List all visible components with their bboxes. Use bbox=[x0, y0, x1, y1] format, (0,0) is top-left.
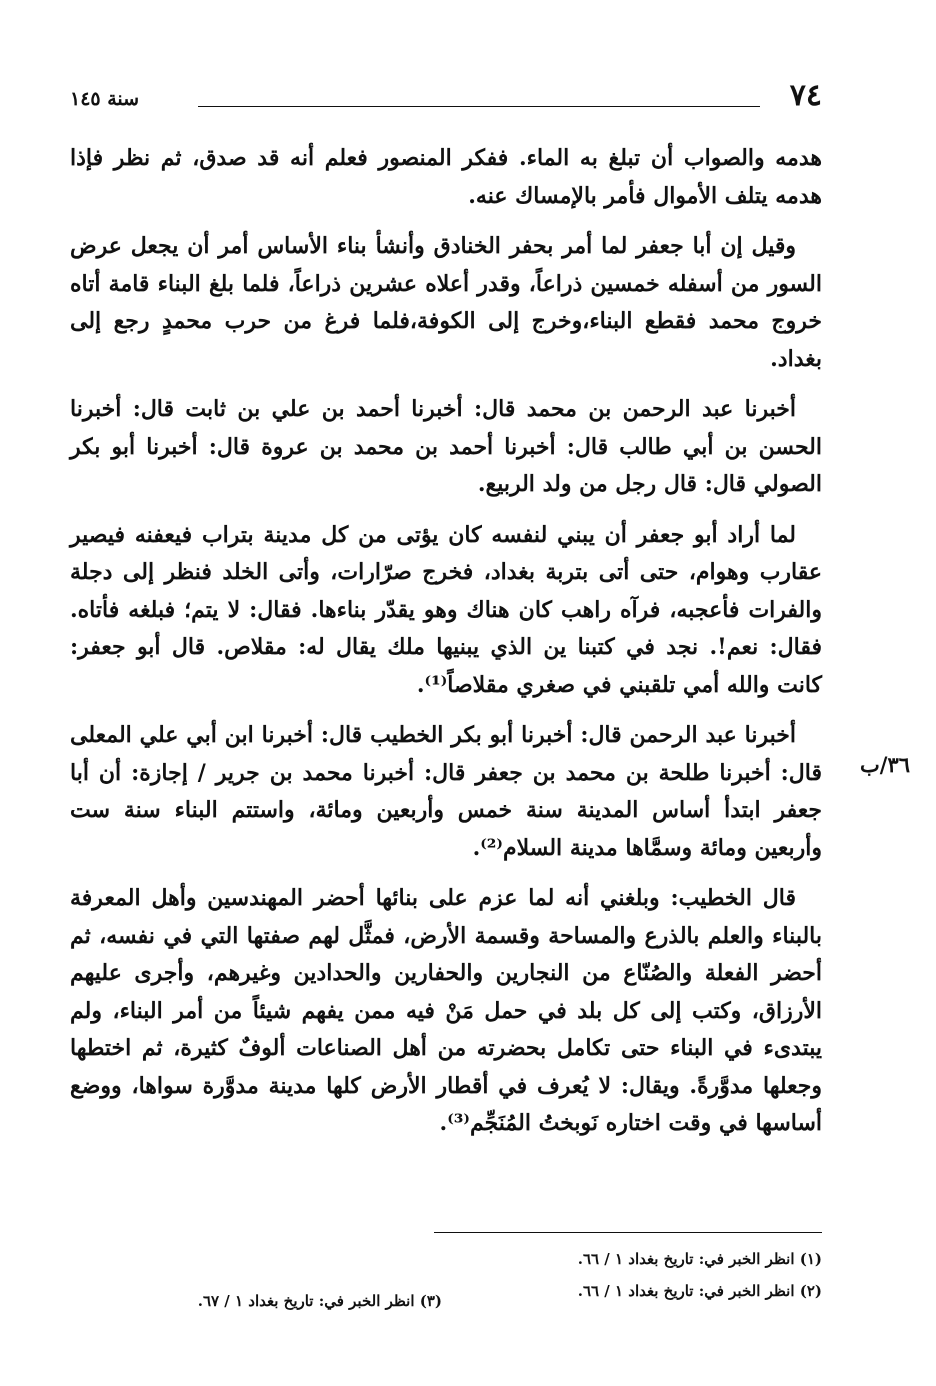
paragraph: قال الخطيب: وبلغني أنه لما عزم على بنائها أحضر المهندسين وأهل المعرفة بالبناء والعلم بالذرع والمساحة وقسمة الأرض، فمثَّل لهم صفتها التي في نفسه، ثم أحضر الفعلة والصُنّاع من النجارين والحفارين والحدادين وغيرهم، وأجرى عليهم الأرزاق، وكتب إلى كل بلد في حمل مَنْ فيه ممن يفهم شيئاً من أمر البناء، ولم يبتدىء في البناء حتى تكامل بحضرته من أهل الصناعات ألوفٌ كثيرة، ثم اختطها وجعلها مدوَّرةً. ويقال: لا يُعرف في أقطار الأرض كلها مدينة مدوَّرة سواها، ووضع أساسها في وقت اختاره نَوبختُ المُنَجِّم⁽³⁾. bbox=[70, 885, 822, 1136]
page-header bbox=[70, 78, 822, 122]
footnote-rule bbox=[434, 1232, 822, 1233]
paragraph: وقيل إن أبا جعفر لما أمر بحفر الخنادق وأنشأ بناء الأساس أمر أن يجعل عرض السور من أسفله خمسين ذراعاً، وقدر أعلاه عشرين ذراعاً، فلما بلغ البناء قامة أتاه خروج محمد فقطع البناء،وخرج إلى الكوفة،فلما فرغ من حرب محمدٍ رجع إلى بغداد. bbox=[70, 233, 822, 372]
footnote: (١) انظر الخبر في: تاريخ بغداد ١ / ٦٦. bbox=[577, 1250, 822, 1268]
main-text bbox=[70, 140, 822, 1156]
header-rule bbox=[198, 106, 760, 107]
paragraph: أخبرنا عبد الرحمن قال: أخبرنا أبو بكر الخطيب قال: أخبرنا ابن أبي علي المعلى قال: أخبرنا طلحة بن محمد بن جعفر قال: أخبرنا محمد بن جرير / إجازة: أن أبا جعفر ابتدأ أساس المدينة سنة خمس وأربعين ومائة، واستتم البناء سنة ست وأربعين ومائة وسمَّاها مدينة السلام⁽²⁾. bbox=[70, 722, 822, 861]
margin-folio-note: ٣٦/ب bbox=[859, 752, 910, 777]
paragraph: لما أراد أبو جعفر أن يبني لنفسه كان يؤتى من كل مدينة بتراب فيعفنه فيصير عقارب وهوام، حتى أتى بتربة بغداد، فخرج صرّارات، وأتى الخلد فنظر إلى دجلة والفرات فأعجبه، فرآه راهب كان هناك وهو يقدّر بناءها. فقال: لا يتم؛ فبلغه فأتاه. فقال: نعم!. نجد في كتبنا ين الذي يبنيها ملك يقال له: مقلاص. قال أبو جعفر: كانت والله أمي تلقبني في صغري مقلاصاً⁽¹⁾. bbox=[70, 521, 822, 698]
footnote: (٢) انظر الخبر في: تاريخ بغداد ١ / ٦٦. bbox=[577, 1282, 822, 1300]
running-head: سنة ١٤٥ bbox=[70, 88, 140, 110]
page-number: ٧٤ bbox=[789, 78, 822, 113]
paragraph: هدمه والصواب أن تبلغ به الماء. ففكر المنصور فعلم أنه قد صدق، ثم نظر فإذا هدمه يتلف الأموال فأمر بالإمساك عنه. bbox=[70, 145, 822, 209]
paragraph: أخبرنا عبد الرحمن بن محمد قال: أخبرنا أحمد بن علي بن ثابت قال: أخبرنا الحسن بن أبي طالب قال: أخبرنا أحمد بن محمد بن عروة قال: أخبرنا أبو بكر الصولي قال: قال رجل من ولد الربيع. bbox=[70, 396, 822, 497]
footnote: (٣) انظر الخبر في: تاريخ بغداد ١ / ٦٧. bbox=[197, 1292, 442, 1310]
